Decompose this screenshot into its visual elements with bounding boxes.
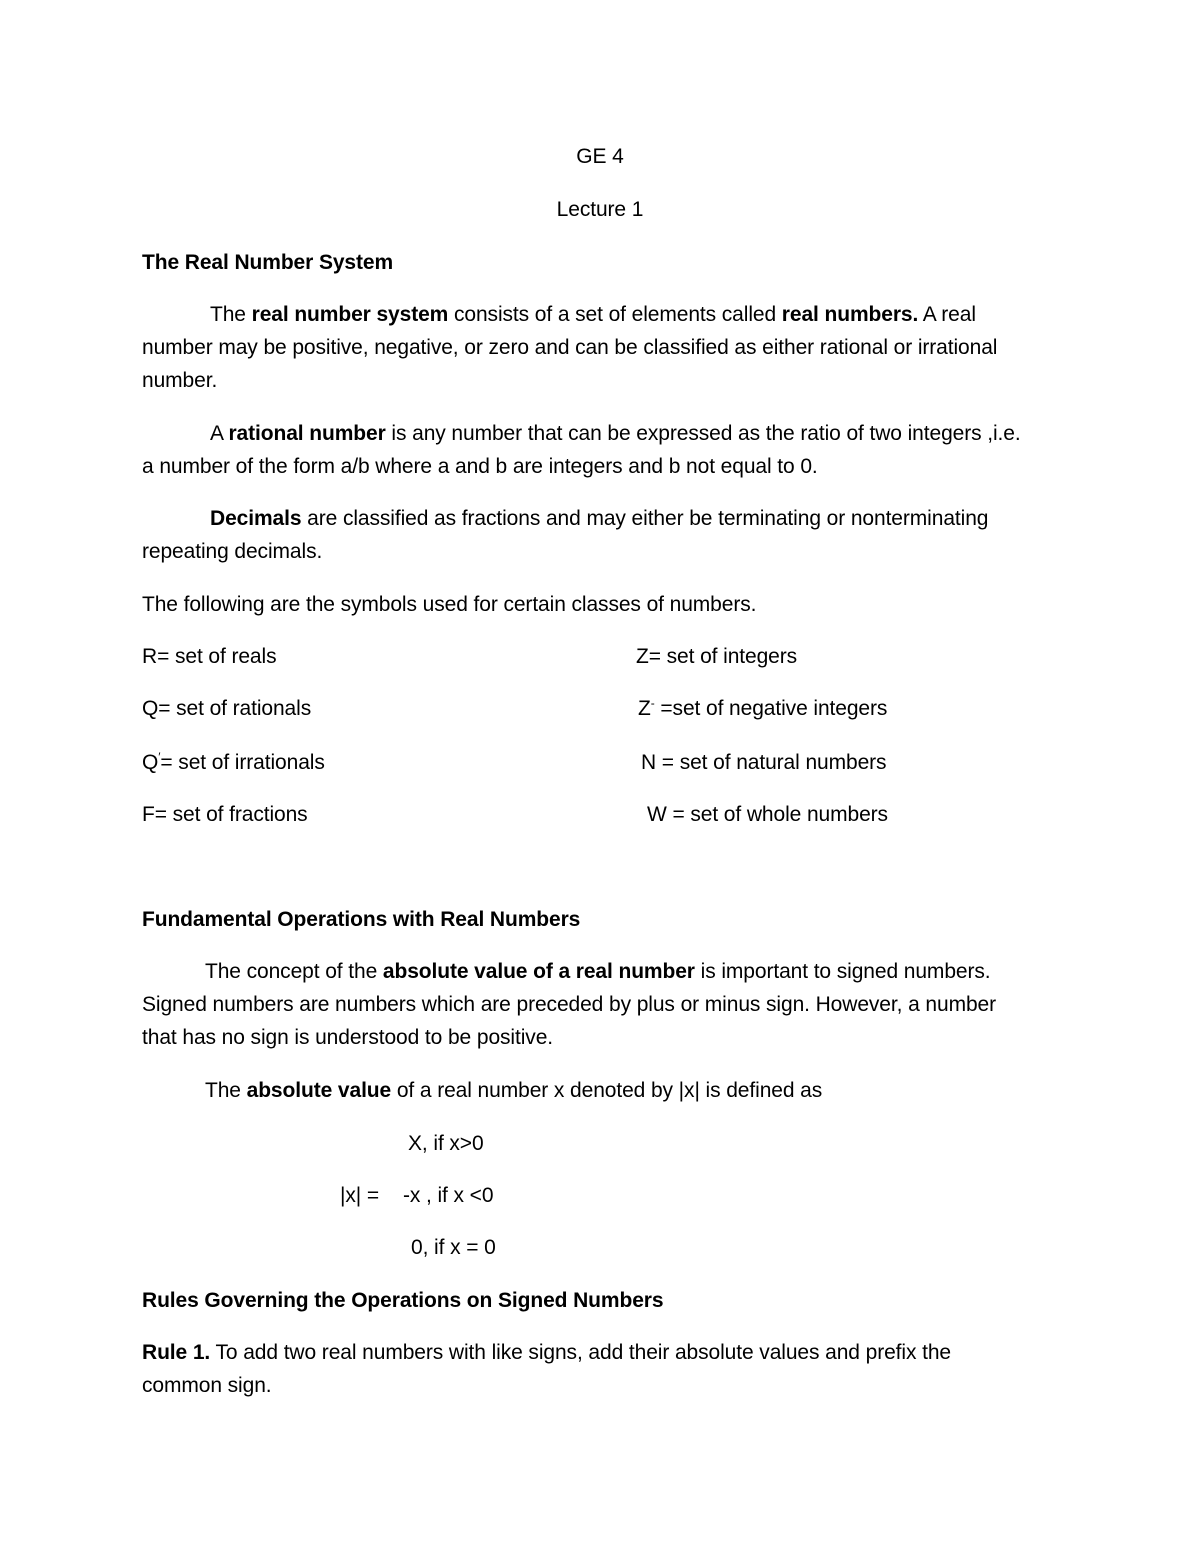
rule1-line1 (142, 1336, 951, 1369)
paragraph-decimals-line1 (210, 502, 988, 535)
paragraph-rational-number-line2: a number of the form a/b where a and b are integers and b not equal to 0. (142, 455, 818, 478)
bold-term: real number system (251, 303, 449, 326)
definition-case-positive: X, if x>0 (408, 1132, 484, 1155)
definition-case-zero: 0, if x = 0 (411, 1236, 496, 1259)
minus-superscript: - (650, 696, 655, 710)
rule1-line2: common sign. (142, 1374, 272, 1397)
symbol-integers: Z= set of integers (636, 645, 798, 668)
paragraph-real-number-system-line1 (210, 298, 976, 331)
symbols-intro: The following are the symbols used for certain classes of numbers. (142, 593, 757, 616)
text-run: A (210, 422, 229, 445)
paragraph-absolute-value-line3: that has no sign is understood to be positive. (142, 1026, 554, 1049)
paragraph-rational-number-line1 (210, 417, 1021, 450)
text-run: The concept of the (205, 960, 383, 983)
text-run: consists of a set of elements called (448, 303, 782, 326)
text-run: A real (918, 303, 976, 326)
paragraph-absolute-value-line2: Signed numbers are numbers which are preceded by plus or minus sign. However, a number (142, 993, 997, 1016)
symbol-whole-numbers: W = set of whole numbers (647, 803, 888, 826)
symbol-text: = set of irrationals (160, 751, 325, 774)
paragraph-decimals-line2: repeating decimals. (142, 540, 323, 563)
text-run: The (210, 303, 252, 326)
prime-mark: ′ (158, 750, 161, 764)
symbol-natural-numbers: N = set of natural numbers (641, 751, 887, 774)
definition-lhs: |x| = (340, 1184, 380, 1207)
text-run: The (205, 1079, 247, 1102)
text-run: is important to signed numbers. (694, 960, 991, 983)
symbol-negative-integers (638, 692, 887, 725)
symbol-rationals: Q= set of rationals (142, 697, 312, 720)
symbol-letter: Q (142, 751, 159, 774)
section-heading-rules: Rules Governing the Operations on Signed Numbers (142, 1289, 664, 1312)
course-title: GE 4 (576, 145, 624, 168)
text-run: is any number that can be expressed as the ratio of two integers ,i.e. (385, 422, 1021, 445)
symbol-reals: R= set of reals (142, 645, 277, 668)
bold-term: rational number (228, 422, 386, 445)
symbol-fractions: F= set of fractions (142, 803, 308, 826)
paragraph-absolute-value-definition (205, 1074, 822, 1107)
lecture-title: Lecture 1 (556, 198, 644, 221)
text-run: To add two real numbers with like signs, add their absolute values and prefix the (210, 1341, 951, 1364)
bold-term: Decimals (210, 507, 302, 530)
text-run: of a real number x denoted by |x| is defined as (391, 1079, 823, 1102)
symbol-letter: Z (638, 697, 651, 720)
symbol-text: =set of negative integers (660, 697, 888, 720)
paragraph-real-number-system-line2: number may be positive, negative, or zero and can be classified as either rational or irrational (142, 336, 998, 359)
bold-term: absolute value of a real number (382, 960, 695, 983)
text-run: are classified as fractions and may either be terminating or nonterminating (301, 507, 989, 530)
section-heading-real-number-system: The Real Number System (142, 251, 394, 274)
paragraph-absolute-value-line1 (205, 955, 991, 988)
definition-case-negative: -x , if x <0 (403, 1184, 494, 1207)
section-heading-fundamental-operations: Fundamental Operations with Real Numbers (142, 908, 581, 931)
bold-term: absolute value (246, 1079, 392, 1102)
paragraph-real-number-system-line3: number. (142, 369, 218, 392)
rule-label: Rule 1. (142, 1341, 211, 1364)
bold-term: real numbers. (781, 303, 919, 326)
symbol-irrationals (142, 746, 325, 779)
